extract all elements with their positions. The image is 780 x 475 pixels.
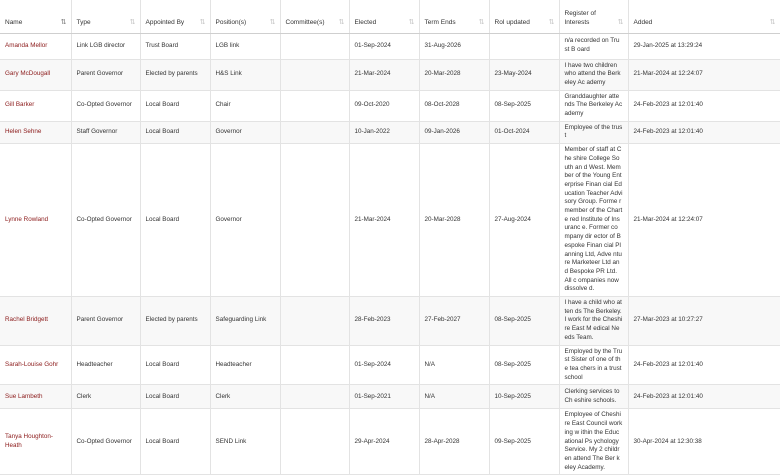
- cell-appointed-by: Elected by parents: [140, 297, 210, 346]
- cell-elected: 01-Sep-2024: [349, 345, 419, 385]
- cell-register-of-interests: Employed by the Trust Sister of one of the tea chers in a trust school: [559, 345, 628, 385]
- cell-roi-updated: 08-Sep-2025: [489, 90, 559, 121]
- cell-elected: 01-Sep-2024: [349, 33, 419, 59]
- cell-term-ends: 20-Mar-2028: [419, 59, 489, 90]
- cell-register-of-interests: Clerking services to Ch eshire schools.: [559, 385, 628, 409]
- cell-register-of-interests: Member of staff at Che shire College South an d West. Member of the Young Enterprise Finan cial Education Teacher Advisory Group. Forme r member of the Charte red Institute of Insuranc e. Former company dir ector of Bespoke Finan cial Planning Ltd, Adve nture Marketeer Ltd an d Bespoke PR Ltd. All c ompanies now dissolve d.: [559, 144, 628, 297]
- column-header-roi-updated[interactable]: [489, 0, 559, 33]
- sort-icon[interactable]: ⇅: [408, 18, 414, 26]
- cell-elected: 28-Feb-2023: [349, 297, 419, 346]
- cell-appointed-by: Local Board: [140, 409, 210, 475]
- cell-name[interactable]: Gill Barker: [0, 90, 71, 121]
- cell-register-of-interests: Employee of the trust: [559, 121, 628, 143]
- column-header-register-of-interests[interactable]: [559, 0, 628, 33]
- cell-committees: [280, 121, 349, 143]
- sort-icon[interactable]: ⇅: [617, 18, 623, 26]
- cell-name[interactable]: Rachel Bridgett: [0, 297, 71, 346]
- cell-term-ends: 08-Oct-2028: [419, 90, 489, 121]
- cell-name[interactable]: Sue Lambeth: [0, 385, 71, 409]
- column-header-elected[interactable]: [349, 0, 419, 33]
- column-header-label: Term Ends: [424, 18, 456, 26]
- cell-roi-updated: 23-May-2024: [489, 59, 559, 90]
- cell-term-ends: 09-Jan-2026: [419, 121, 489, 143]
- cell-added: 29-Jan-2025 at 13:29:24: [628, 33, 780, 59]
- cell-term-ends: 28-Apr-2028: [419, 409, 489, 475]
- table-row: [0, 90, 780, 121]
- table-header: [0, 0, 780, 33]
- cell-term-ends: N/A: [419, 385, 489, 409]
- cell-positions: SEND Link: [210, 409, 280, 475]
- table-row: [0, 121, 780, 143]
- cell-positions: Headteacher: [210, 345, 280, 385]
- sort-icon[interactable]: ⇅: [478, 18, 484, 26]
- cell-added: 21-Mar-2024 at 12:24:07: [628, 59, 780, 90]
- cell-name[interactable]: Tanya Houghton-Heath: [0, 409, 71, 475]
- cell-committees: [280, 144, 349, 297]
- column-header-label: Added: [633, 18, 653, 26]
- column-header-appointed-by[interactable]: [140, 0, 210, 33]
- cell-term-ends: 31-Aug-2026: [419, 33, 489, 59]
- sort-icon[interactable]: ⇅: [548, 18, 554, 26]
- cell-appointed-by: Local Board: [140, 144, 210, 297]
- cell-name[interactable]: Helen Sehne: [0, 121, 71, 143]
- cell-committees: [280, 33, 349, 59]
- table-row: [0, 345, 780, 385]
- cell-type: Co-Opted Governor: [71, 409, 140, 475]
- cell-elected: 29-Apr-2024: [349, 409, 419, 475]
- cell-added: 24-Feb-2023 at 12:01:40: [628, 345, 780, 385]
- header-row: [0, 0, 780, 33]
- cell-appointed-by: Trust Board: [140, 33, 210, 59]
- sort-icon[interactable]: ⇅: [769, 18, 775, 26]
- cell-committees: [280, 385, 349, 409]
- cell-added: 21-Mar-2024 at 12:24:07: [628, 144, 780, 297]
- cell-added: 27-Mar-2023 at 10:27:27: [628, 297, 780, 346]
- column-header-added[interactable]: [628, 0, 780, 33]
- table-row: [0, 144, 780, 297]
- column-header-name[interactable]: [0, 0, 71, 33]
- cell-appointed-by: Local Board: [140, 121, 210, 143]
- cell-type: Parent Governor: [71, 59, 140, 90]
- cell-positions: Chair: [210, 90, 280, 121]
- column-header-label: Register of Interests: [564, 10, 596, 26]
- cell-roi-updated: 09-Sep-2025: [489, 409, 559, 475]
- cell-elected: 21-Mar-2024: [349, 144, 419, 297]
- cell-roi-updated: 08-Sep-2025: [489, 297, 559, 346]
- sort-icon[interactable]: ⇅: [269, 18, 275, 26]
- column-header-label: Appointed By: [145, 18, 185, 26]
- sort-icon[interactable]: ⇅: [199, 18, 205, 26]
- cell-term-ends: 27-Feb-2027: [419, 297, 489, 346]
- cell-name[interactable]: Sarah-Louise Gohr: [0, 345, 71, 385]
- cell-type: Staff Governor: [71, 121, 140, 143]
- cell-appointed-by: Local Board: [140, 385, 210, 409]
- column-header-label: Position(s): [215, 18, 247, 26]
- cell-added: 30-Apr-2024 at 12:30:38: [628, 409, 780, 475]
- column-header-label: RoI updated: [494, 18, 530, 26]
- column-header-label: Name: [5, 18, 23, 26]
- cell-type: Co-Opted Governor: [71, 90, 140, 121]
- cell-committees: [280, 90, 349, 121]
- cell-term-ends: 20-Mar-2028: [419, 144, 489, 297]
- cell-positions: Safeguarding Link: [210, 297, 280, 346]
- column-header-term-ends[interactable]: [419, 0, 489, 33]
- cell-appointed-by: Local Board: [140, 90, 210, 121]
- cell-elected: 10-Jan-2022: [349, 121, 419, 143]
- cell-type: Clerk: [71, 385, 140, 409]
- column-header-positions[interactable]: [210, 0, 280, 33]
- cell-elected: 01-Sep-2021: [349, 385, 419, 409]
- cell-type: Co-Opted Governor: [71, 144, 140, 297]
- cell-added: 24-Feb-2023 at 12:01:40: [628, 385, 780, 409]
- table-row: [0, 33, 780, 59]
- cell-positions: H&S Link: [210, 59, 280, 90]
- column-header-committees[interactable]: [280, 0, 349, 33]
- cell-positions: LGB link: [210, 33, 280, 59]
- cell-roi-updated: [489, 33, 559, 59]
- table-body: [0, 33, 780, 475]
- sort-icon[interactable]: ⇅: [338, 18, 344, 26]
- column-header-label: Elected: [354, 18, 377, 26]
- cell-committees: [280, 409, 349, 475]
- cell-committees: [280, 345, 349, 385]
- cell-name[interactable]: Lynne Rowland: [0, 144, 71, 297]
- cell-roi-updated: 01-Oct-2024: [489, 121, 559, 143]
- cell-positions: Governor: [210, 144, 280, 297]
- column-header-label: Committee(s): [285, 18, 325, 26]
- cell-type: Parent Governor: [71, 297, 140, 346]
- cell-added: 24-Feb-2023 at 12:01:40: [628, 90, 780, 121]
- cell-appointed-by: Elected by parents: [140, 59, 210, 90]
- cell-register-of-interests: I have a child who atten ds The Berkeley. I work for the Cheshire East M edical Needs Team.: [559, 297, 628, 346]
- cell-type: Headteacher: [71, 345, 140, 385]
- cell-register-of-interests: Granddaughter attends The Berkeley Academy: [559, 90, 628, 121]
- cell-roi-updated: 10-Sep-2025: [489, 385, 559, 409]
- cell-name[interactable]: Amanda Mellor: [0, 33, 71, 59]
- cell-register-of-interests: Employee of Cheshire East Council working w ithin the Educational Ps ychology Service. My 2 children attend The Ber keley Academy.: [559, 409, 628, 475]
- cell-roi-updated: 27-Aug-2024: [489, 144, 559, 297]
- cell-elected: 21-Mar-2024: [349, 59, 419, 90]
- cell-positions: Governor: [210, 121, 280, 143]
- table-row: [0, 59, 780, 90]
- table-row: [0, 409, 780, 475]
- cell-committees: [280, 59, 349, 90]
- cell-added: 24-Feb-2023 at 12:01:40: [628, 121, 780, 143]
- cell-elected: 09-Oct-2020: [349, 90, 419, 121]
- column-header-type[interactable]: [71, 0, 140, 33]
- sort-icon[interactable]: ⇅: [60, 18, 66, 26]
- table-row: [0, 297, 780, 346]
- cell-type: Link LGB director: [71, 33, 140, 59]
- sort-icon[interactable]: ⇅: [129, 18, 135, 26]
- cell-committees: [280, 297, 349, 346]
- cell-name[interactable]: Gary McDougall: [0, 59, 71, 90]
- cell-appointed-by: Local Board: [140, 345, 210, 385]
- cell-roi-updated: 08-Sep-2025: [489, 345, 559, 385]
- table-row: [0, 385, 780, 409]
- column-header-label: Type: [76, 18, 91, 26]
- cell-register-of-interests: n/a recorded on Trust B oard: [559, 33, 628, 59]
- cell-register-of-interests: I have two children who attend the Berkeley Ac ademy: [559, 59, 628, 90]
- cell-positions: Clerk: [210, 385, 280, 409]
- cell-term-ends: N/A: [419, 345, 489, 385]
